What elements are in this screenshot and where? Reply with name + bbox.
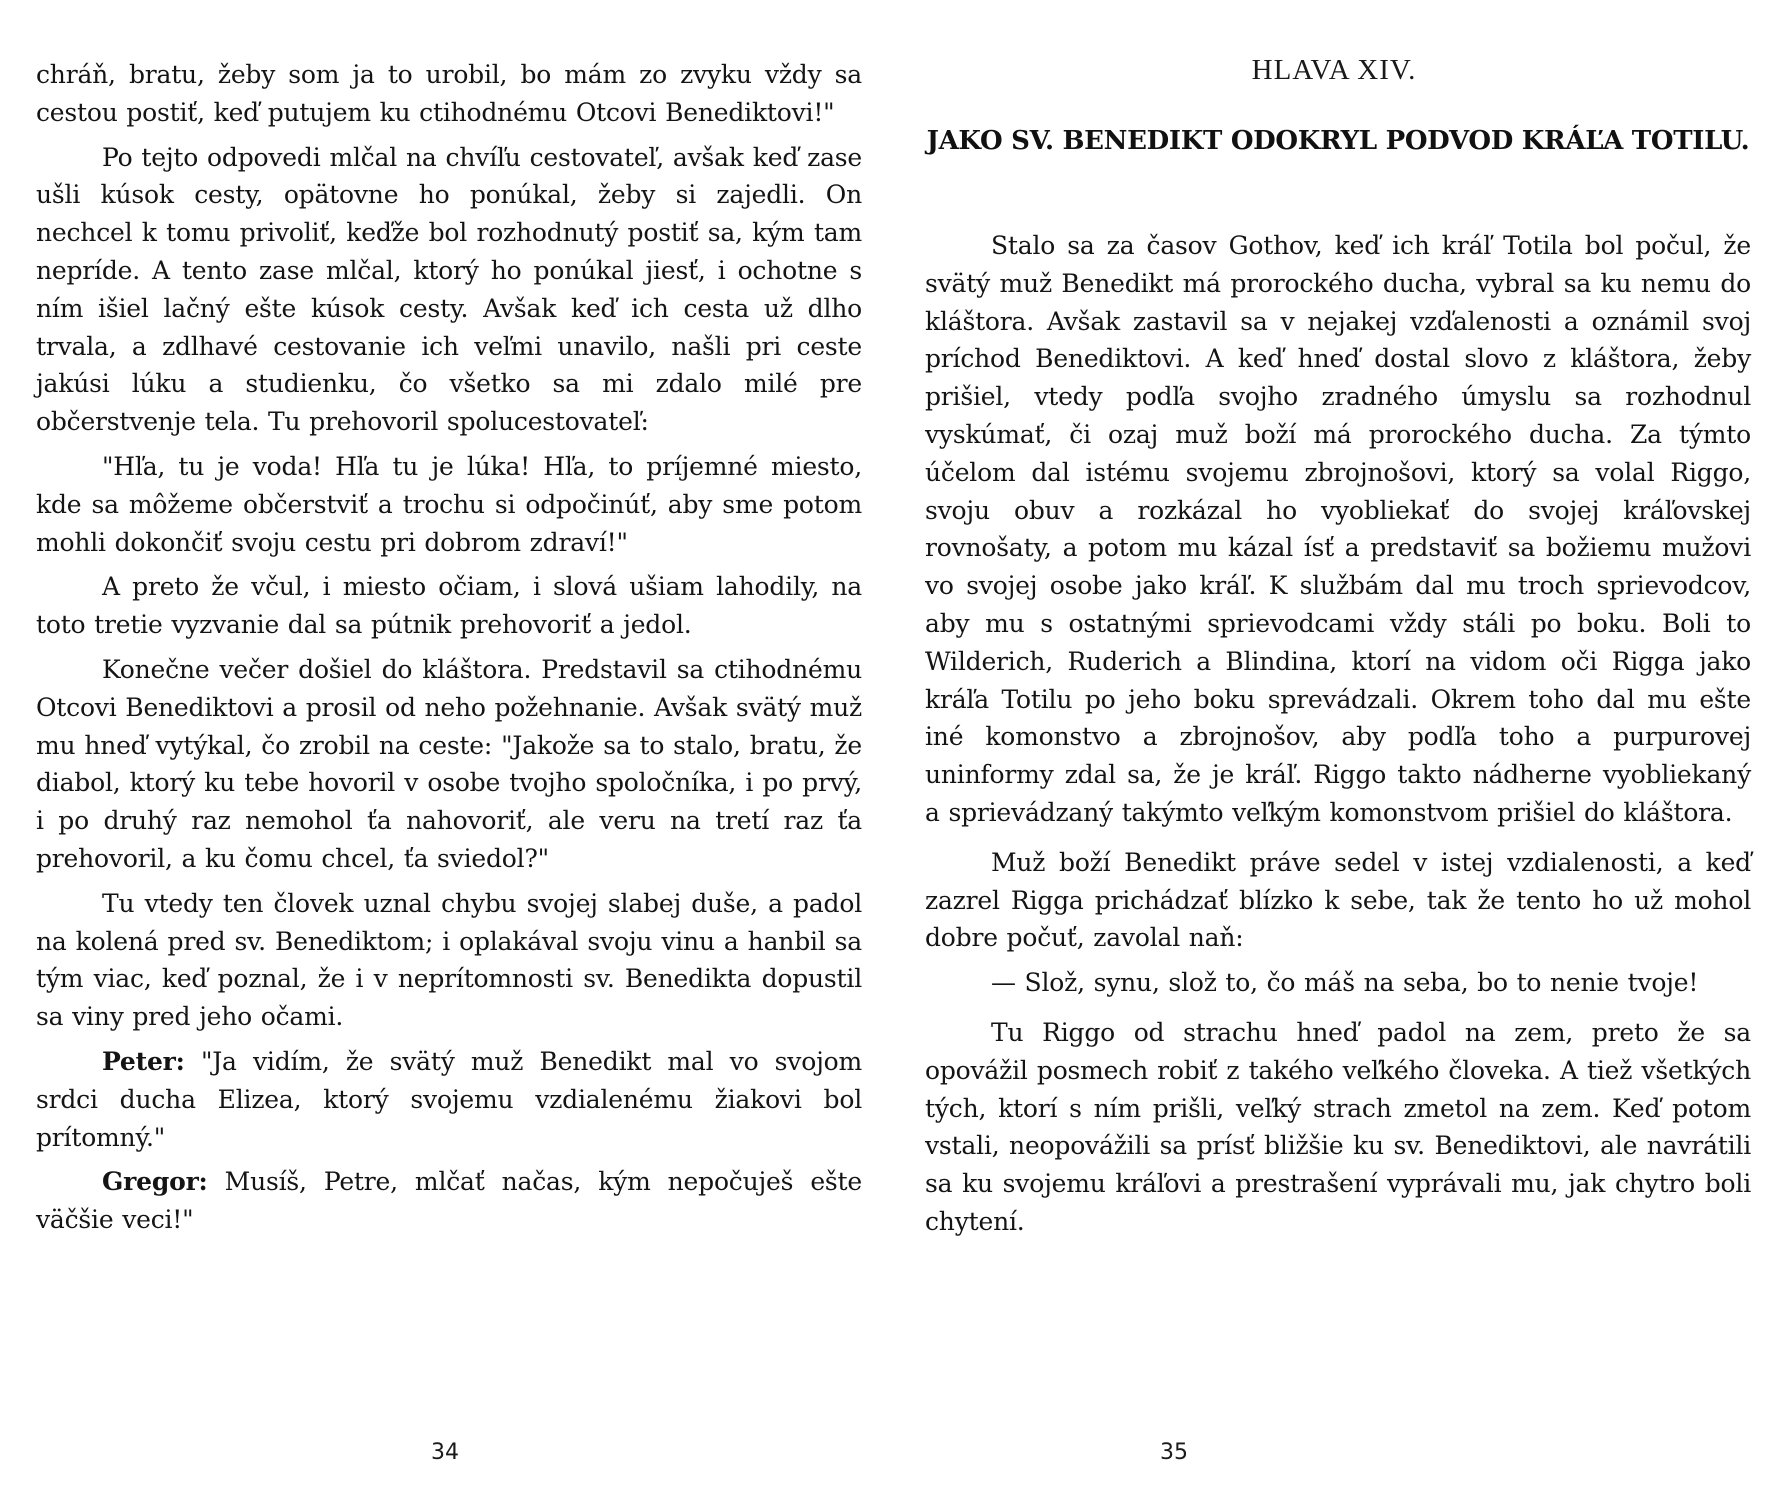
- paragraph-text: — Slož, synu, slož to, čo máš na seba, bo to nenie tvoje!: [991, 968, 1699, 998]
- paragraph: [36, 139, 862, 441]
- paragraph-text: Stalo sa za časov Gothov, keď ich kráľ Totila bol počul, že svätý muž Benedikt má prorockého ducha, vybral sa ku nemu do kláštora. Avšak zastavil sa v nejakej vzďalenosti a oznámil svoj príchod Benediktovi. A keď hneď dostal slovo z kláštora, žeby prišiel, vtedy podľa svojho zradného úmyslu sa rozhodnul vyskúmať, či ozaj muž boží má prorockého ducha. Za týmto účelom dal istému svojemu zbrojnošovi, ktorý sa volal Riggo, svoju obuv a rozkázal ho vyobliekať do svojej kráľovskej rovnošaty, a potom mu kázal ísť a predstaviť sa božiemu mužovi vo svojej osobe jako kráľ. K službám dal mu troch sprievodcov, aby mu s ostatnými sprievodcami vždy stáli po boku. Boli to Wilderich, Ruderich a Blindina, ktorí na vidom oči Rigga jako kráľa Totilu po jeho boku sprevádzali. Okrem toho dal mu ešte iné komonstvo a zbrojnošov, aby podľa toho a purpurovej uninformy zdal sa, že je kráľ. Riggo takto nádherne vyobliekaný a sprievádzaný takýmto veľkým komonstvom prišiel do kláštora.: [925, 231, 1751, 827]
- paragraph-text: A preto že včul, i miesto očiam, i slová ušiam lahodily, na toto tretie vyzvanie dal sa pútnik prehovoriť a jedol.: [36, 572, 862, 640]
- paragraph-text: Tu vtedy ten človek uznal chybu svojej slabej duše, a padol na kolená pred sv. Benediktom; i oplakával svoju vinu a hanbil sa tým viac, keď poznal, že i v neprítomnosti sv. Benedikta dopustil sa viny pred jeho očami.: [36, 888, 862, 1032]
- chapter-label: HLAVA XIV.: [1251, 54, 1417, 86]
- left-page-text: [36, 56, 862, 1246]
- paragraph-text: Konečne večer došiel do kláštora. Predstavil sa ctihodnému Otcovi Benediktovi a prosil od neho požehnanie. Avšak svätý muž mu hneď vytýkal, čo zrobil na ceste: "Jakože sa to stalo, bratu, že diabol, ktorý ku tebe hovoril v osobe tvojho spoločníka, i po prvý, i po druhý raz nemohol ťa nahovoriť, ale veru na tretí raz ťa prehovoril, a ku čomu chcel, ťa sviedol?": [36, 654, 862, 873]
- paragraph: [925, 964, 1751, 1002]
- paragraph: [925, 844, 1751, 957]
- paragraph: [925, 227, 1751, 832]
- page-number: 35: [1160, 1440, 1188, 1465]
- paragraph-text: chráň, bratu, žeby som ja to urobil, bo mám zo zvyku vždy sa cestou postiť, keď putujem ku ctihodnému Otcovi Benediktovi!": [36, 60, 862, 127]
- right-page: [925, 0, 1751, 1500]
- paragraph: [36, 885, 862, 1036]
- speaker-label: Peter:: [102, 1046, 185, 1076]
- dialogue-paragraph-peter: [36, 1043, 862, 1156]
- paragraph-text: Po tejto odpovedi mlčal na chvíľu cestovateľ, avšak keď zase ušli kúsok cesty, opätovne ho ponúkal, žeby si zajedli. On nechcel k tomu privoliť, keďže bol rozhodnutý postiť sa, kým tam nepríde. A tento zase mlčal, ktorý ho ponúkal jiesť, i ochotne s ním išiel lačný ešte kúsok cesty. Avšak keď ich cesta už dlho trvala, a zdlhavé cestovanie ich veľmi unavilo, našli pri ceste jakúsi lúku a studienku, čo všetko sa mi zdalo milé pre občerstvenje tela. Tu prehovoril spolucestovateľ:: [36, 142, 862, 437]
- paragraph-text: "Hľa, tu je voda! Hľa tu je lúka! Hľa, to príjemné miesto, kde sa môžeme občerstviť a trochu si odpočinúť, aby sme potom mohli dokončiť svoju cestu pri dobrom zdraví!": [36, 451, 862, 557]
- page-number: 34: [431, 1440, 459, 1465]
- chapter-title: JAKO SV. BENEDIKT ODOKRYL PODVOD KRÁĽA TOTILU.: [926, 126, 1750, 156]
- paragraph: [36, 568, 862, 644]
- left-page: [36, 0, 862, 1500]
- paragraph: [36, 651, 862, 878]
- paragraph: [925, 1014, 1751, 1241]
- right-page-text: [925, 227, 1751, 1248]
- speaker-label: Gregor:: [102, 1167, 208, 1197]
- paragraph-text: Tu Riggo od strachu hneď padol na zem, preto že sa opovážil posmech robiť z takého veľkého človeka. A tiež všetkých tých, ktorí s ním prišli, veľký strach zmetol na zem. Keď potom vstali, neopovážili sa prísť bližšie ku sv. Benediktovi, ale navrátili sa ku svojemu kráľovi a prestrašení vyprávali mu, jak chytro boli chytení.: [925, 1017, 1751, 1236]
- paragraph-text: Musíš, Petre, mlčať načas, kým nepočuješ ešte väčšie veci!": [36, 1167, 863, 1235]
- paragraph-text: Muž boží Benedikt práve sedel v istej vzdialenosti, a keď zazrel Rigga prichádzať blízko k sebe, tak že tento ho už mohol dobre počuť, zavolal naň:: [925, 847, 1751, 953]
- paragraph-text: "Ja vidím, že svätý muž Benedikt mal vo svojom srdci ducha Elizea, ktorý svojemu vzdialenému žiakovi bol prítomný.": [36, 1046, 862, 1152]
- dialogue-paragraph-gregor: [36, 1163, 862, 1239]
- paragraph: [36, 56, 862, 132]
- paragraph: [36, 448, 862, 561]
